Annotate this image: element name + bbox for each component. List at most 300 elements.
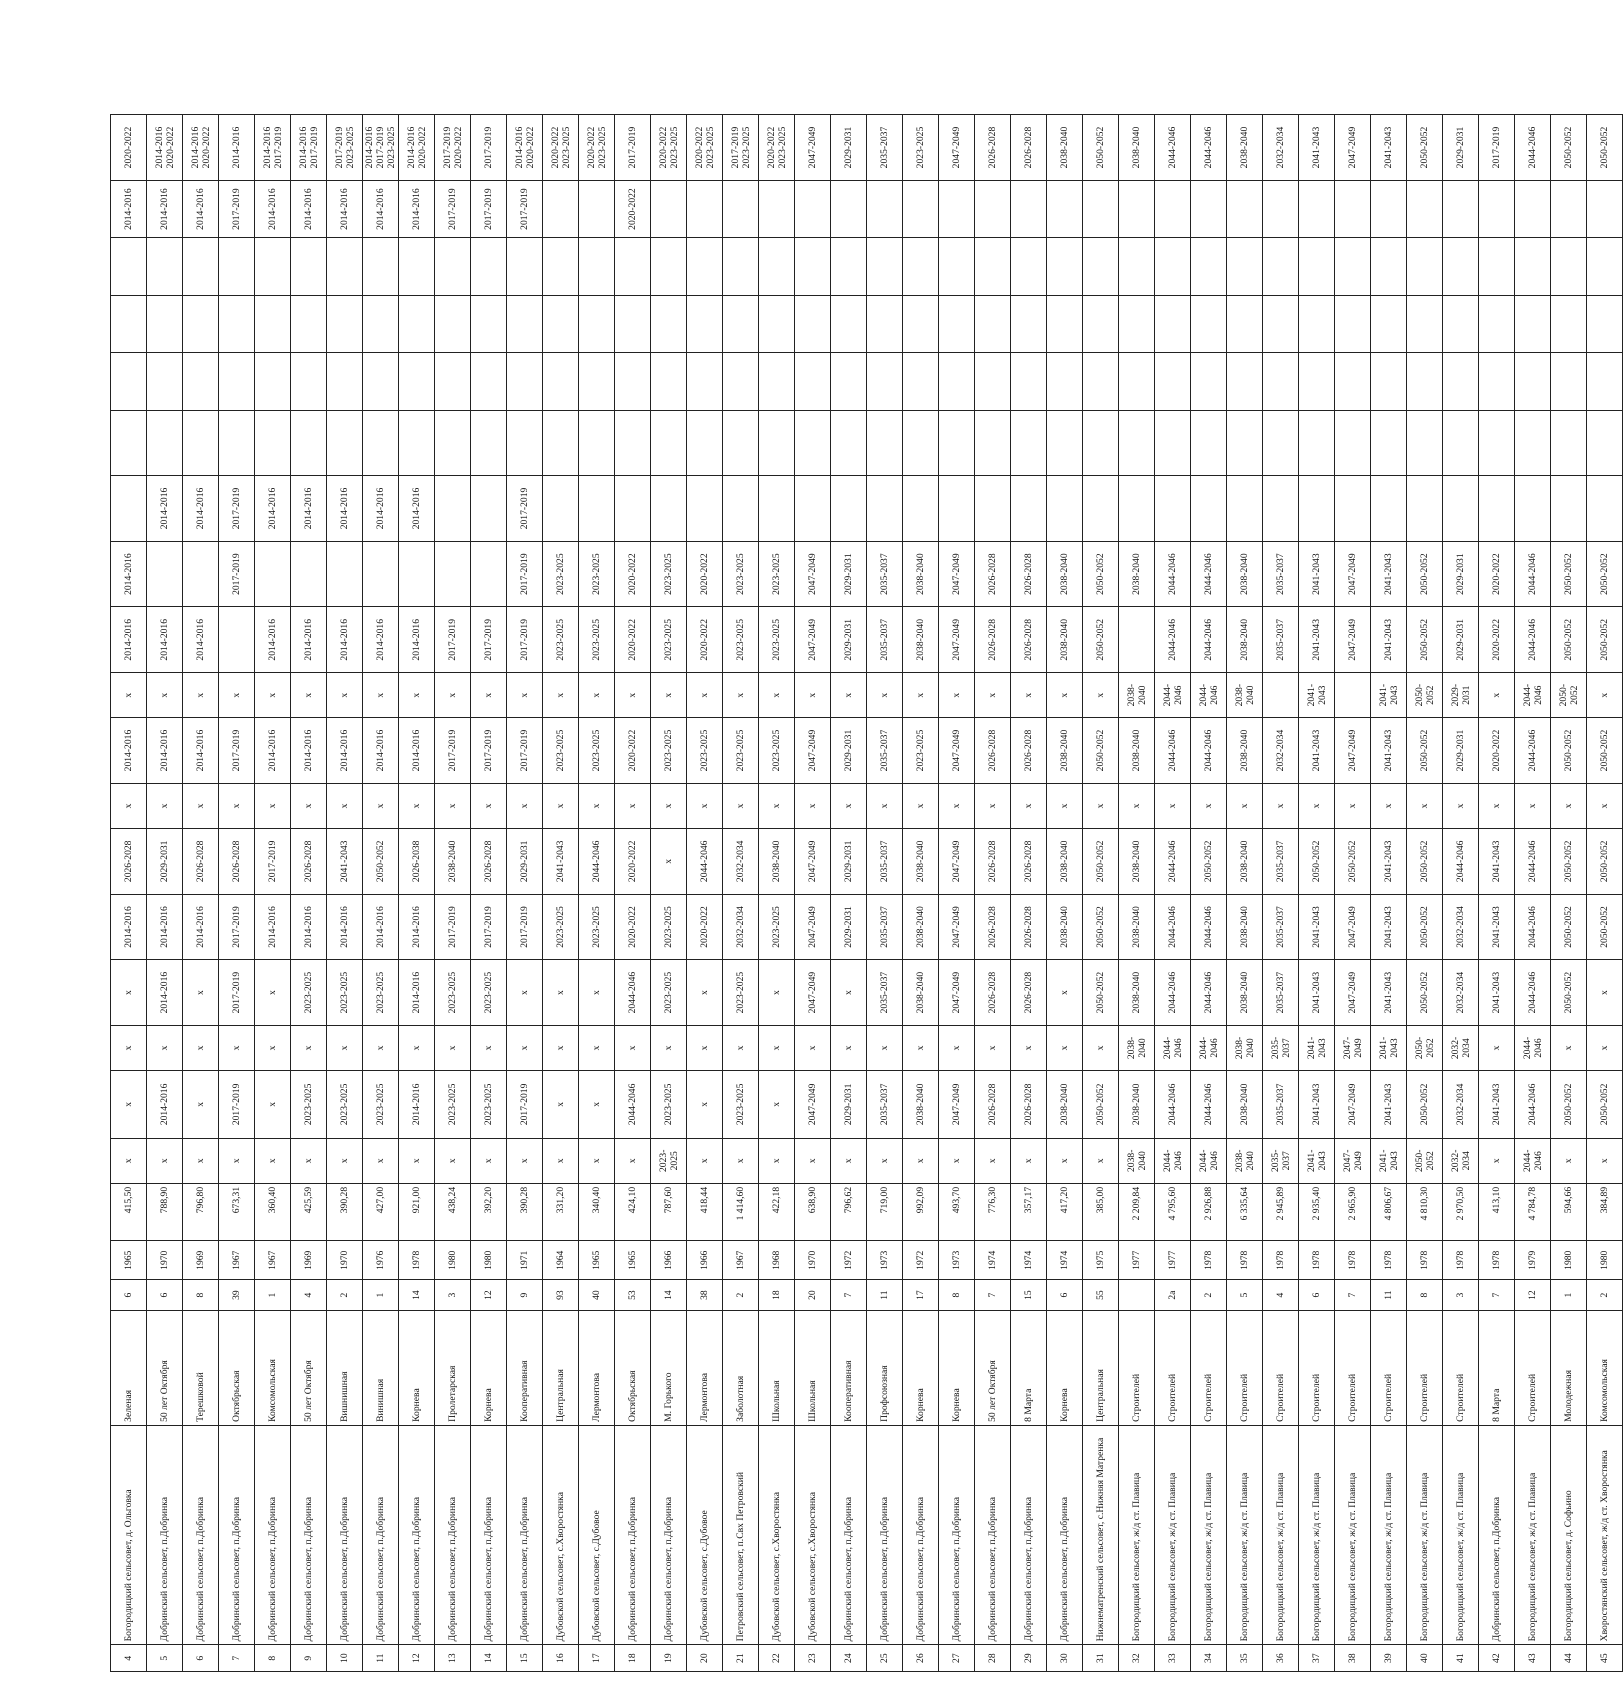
schedule-period-cell: 2017-2019 xyxy=(435,718,471,784)
schedule-period-cell: x xyxy=(831,1025,867,1070)
schedule-period-cell: 2050-2052 xyxy=(1551,541,1587,607)
schedule-period-cell: 2044-2046 xyxy=(1155,828,1191,894)
area-cell: 357,17 xyxy=(1011,1183,1047,1240)
schedule-period-cell xyxy=(1047,180,1083,237)
schedule-period-cell: 2044-2046 xyxy=(1191,1025,1227,1070)
year-built-cell: 1980 xyxy=(1587,1241,1623,1280)
schedule-period-cell xyxy=(1479,410,1515,476)
schedule-period-cell: 2023-2025 xyxy=(435,1071,471,1139)
schedule-period-cell xyxy=(1335,295,1371,352)
house-number-cell: 14 xyxy=(651,1280,687,1311)
schedule-period-cell xyxy=(507,238,543,295)
schedule-period-cell xyxy=(1407,410,1443,476)
schedule-period-cell: 2050-2052 xyxy=(1083,607,1119,673)
schedule-period-cell: 2041-2043 xyxy=(1299,894,1335,960)
schedule-period-cell: 2026-2028 xyxy=(1011,718,1047,784)
street-cell: 50 лет Октября xyxy=(975,1311,1011,1426)
schedule-period-cell: 2047-2049 xyxy=(1335,1025,1371,1070)
schedule-period-cell: x xyxy=(291,1025,327,1070)
schedule-period-cell xyxy=(1299,295,1335,352)
schedule-period-cell xyxy=(831,295,867,352)
schedule-period-cell: 2029-2031 xyxy=(831,1071,867,1139)
schedule-period-cell: 2017-2019 xyxy=(471,718,507,784)
schedule-period-cell: x xyxy=(435,1025,471,1070)
row-number-cell: 9 xyxy=(291,1645,327,1672)
year-built-cell: 1978 xyxy=(1299,1241,1335,1280)
schedule-period-cell: x xyxy=(1479,673,1515,718)
year-built-cell: 1975 xyxy=(1083,1241,1119,1280)
schedule-period-cell xyxy=(1407,180,1443,237)
schedule-period-cell: 2026-2028 xyxy=(975,894,1011,960)
schedule-period-cell: x xyxy=(831,673,867,718)
schedule-period-cell xyxy=(219,295,255,352)
schedule-period-cell: 2044-2046 xyxy=(579,828,615,894)
area-cell: 638,90 xyxy=(795,1183,831,1240)
house-number-cell: 5 xyxy=(1227,1280,1263,1311)
area-cell: 360,40 xyxy=(255,1183,291,1240)
schedule-period-cell xyxy=(615,410,651,476)
schedule-period-cell: 2041-2043 xyxy=(1299,1025,1335,1070)
schedule-period-cell: x xyxy=(759,783,795,828)
schedule-period-cell: 2014-2016 xyxy=(255,607,291,673)
schedule-period-cell: 2029-2031 xyxy=(1443,673,1479,718)
schedule-period-cell xyxy=(975,238,1011,295)
schedule-period-cell xyxy=(1371,410,1407,476)
schedule-period-cell: 2050-2052 xyxy=(1407,541,1443,607)
schedule-period-cell xyxy=(903,410,939,476)
schedule-period-cell: 2044-2046 xyxy=(1155,718,1191,784)
schedule-period-cell xyxy=(1515,238,1551,295)
schedule-period-cell: 2023-2025 xyxy=(651,607,687,673)
schedule-period-cell xyxy=(651,180,687,237)
schedule-period-cell: 2050-2052 xyxy=(1407,607,1443,673)
settlement-cell: Добринский сельсовет, п.Добринка xyxy=(507,1425,543,1644)
row-number-cell: 33 xyxy=(1155,1645,1191,1672)
schedule-period-cell xyxy=(363,410,399,476)
schedule-period-cell xyxy=(1443,410,1479,476)
street-cell: Строителей xyxy=(1443,1311,1479,1426)
schedule-period-cell: 2014-2016 xyxy=(183,894,219,960)
schedule-period-cell: x xyxy=(327,1138,363,1183)
schedule-period-cell xyxy=(543,180,579,237)
schedule-period-cell: 2050-2052 xyxy=(1299,828,1335,894)
schedule-period-cell: x xyxy=(723,1138,759,1183)
schedule-period-cell xyxy=(579,180,615,237)
schedule-period-cell: x xyxy=(183,1071,219,1139)
schedule-period-cell xyxy=(1479,180,1515,237)
schedule-period-cell: 2047-2049 xyxy=(795,115,831,181)
schedule-period-cell xyxy=(1299,238,1335,295)
schedule-period-cell: 2050-2052 xyxy=(1083,718,1119,784)
schedule-period-cell: 2041-2043 xyxy=(1371,1025,1407,1070)
schedule-period-cell: x xyxy=(111,1071,147,1139)
table-row xyxy=(147,33,183,1672)
schedule-period-cell: 2038-2040 xyxy=(1119,960,1155,1026)
schedule-period-cell xyxy=(795,238,831,295)
schedule-period-cell: x xyxy=(1479,1025,1515,1070)
schedule-period-cell: 2044-2046 xyxy=(1191,718,1227,784)
schedule-period-cell xyxy=(435,353,471,410)
settlement-cell: Добринский сельсовет, п.Добринка xyxy=(975,1425,1011,1644)
schedule-period-cell xyxy=(975,180,1011,237)
schedule-period-cell xyxy=(543,476,579,542)
schedule-period-cell: x xyxy=(1371,783,1407,828)
schedule-period-cell: x xyxy=(183,1138,219,1183)
row-number-cell: 10 xyxy=(327,1645,363,1672)
schedule-period-cell: x xyxy=(795,783,831,828)
street-cell: Октябрьская xyxy=(219,1311,255,1426)
schedule-period-cell: 2050-2052 xyxy=(1587,828,1623,894)
schedule-period-cell: x xyxy=(615,1138,651,1183)
house-number-cell: 93 xyxy=(543,1280,579,1311)
street-cell: Строителей xyxy=(1335,1311,1371,1426)
schedule-period-cell: 2017-2019 xyxy=(471,894,507,960)
row-number-cell: 26 xyxy=(903,1645,939,1672)
house-number-cell: 55 xyxy=(1083,1280,1119,1311)
schedule-period-cell xyxy=(111,476,147,542)
street-cell: Строителей xyxy=(1119,1311,1155,1426)
table-row xyxy=(831,33,867,1672)
schedule-period-cell: 2041-2043 xyxy=(1371,894,1407,960)
house-number-cell: 38 xyxy=(687,1280,723,1311)
house-number-cell: 2 xyxy=(1587,1280,1623,1311)
schedule-period-cell: 2017-2019 2020-2022 xyxy=(435,115,471,181)
year-built-cell: 1965 xyxy=(579,1241,615,1280)
schedule-period-cell: 2023-2025 xyxy=(327,1071,363,1139)
row-number-cell: 22 xyxy=(759,1645,795,1672)
schedule-period-cell: 2020-2022 2023-2025 xyxy=(579,115,615,181)
schedule-period-cell: 2023-2025 xyxy=(579,541,615,607)
area-cell: 4 795,60 xyxy=(1155,1183,1191,1240)
settlement-cell: Добринский сельсовет, п.Добринка xyxy=(831,1425,867,1644)
schedule-period-cell: 2044-2046 xyxy=(1515,541,1551,607)
area-cell: 2 965,90 xyxy=(1335,1183,1371,1240)
schedule-period-cell xyxy=(867,476,903,542)
schedule-period-cell xyxy=(1587,180,1623,237)
row-number-cell: 19 xyxy=(651,1645,687,1672)
schedule-period-cell: 2014-2016 xyxy=(111,894,147,960)
row-number-cell: 8 xyxy=(255,1645,291,1672)
schedule-period-cell: 2038-2040 xyxy=(1047,1071,1083,1139)
schedule-period-cell xyxy=(903,476,939,542)
schedule-period-cell: 2014-2016 xyxy=(183,476,219,542)
year-built-cell: 1970 xyxy=(147,1241,183,1280)
schedule-period-cell xyxy=(975,476,1011,542)
schedule-period-cell xyxy=(1299,476,1335,542)
schedule-period-cell: 2014-2016 xyxy=(147,960,183,1026)
schedule-period-cell: x xyxy=(651,673,687,718)
schedule-period-cell: 2014-2016 2020-2022 xyxy=(399,115,435,181)
street-cell: Корнева xyxy=(399,1311,435,1426)
house-number-cell: 6 xyxy=(111,1280,147,1311)
schedule-period-cell: 2014-2016 xyxy=(183,180,219,237)
schedule-period-cell: 2041-2043 xyxy=(1371,1138,1407,1183)
schedule-period-cell xyxy=(1155,295,1191,352)
schedule-period-cell: 2020-2022 xyxy=(615,828,651,894)
schedule-period-cell: 2044-2046 xyxy=(1155,1025,1191,1070)
schedule-period-cell: 2017-2019 xyxy=(219,718,255,784)
row-number-cell: 44 xyxy=(1551,1645,1587,1672)
area-cell: 385,00 xyxy=(1083,1183,1119,1240)
row-number-cell: 38 xyxy=(1335,1645,1371,1672)
schedule-period-cell xyxy=(1011,295,1047,352)
schedule-period-cell: 2047-2049 xyxy=(939,960,975,1026)
schedule-period-cell: 2041-2043 xyxy=(1371,718,1407,784)
schedule-period-cell: 2029-2031 xyxy=(1443,607,1479,673)
schedule-period-cell: x xyxy=(1011,1138,1047,1183)
settlement-cell: Добринский сельсовет, п.Добринка xyxy=(1047,1425,1083,1644)
street-cell: Терешковой xyxy=(183,1311,219,1426)
schedule-period-cell xyxy=(1587,295,1623,352)
row-number-cell: 25 xyxy=(867,1645,903,1672)
area-cell: 719,00 xyxy=(867,1183,903,1240)
schedule-period-cell xyxy=(579,476,615,542)
schedule-period-cell: 2026-2028 xyxy=(1011,607,1047,673)
schedule-period-cell xyxy=(1119,476,1155,542)
schedule-period-cell: x xyxy=(1191,783,1227,828)
schedule-period-cell xyxy=(1479,238,1515,295)
schedule-period-cell: 2023-2025 xyxy=(903,115,939,181)
schedule-period-cell: 2050-2052 xyxy=(1083,541,1119,607)
schedule-period-cell xyxy=(471,476,507,542)
schedule-period-cell xyxy=(1407,353,1443,410)
schedule-period-cell: 2029-2031 xyxy=(831,115,867,181)
schedule-period-cell xyxy=(507,353,543,410)
schedule-period-cell: 2017-2019 xyxy=(471,115,507,181)
area-cell: 390,28 xyxy=(327,1183,363,1240)
schedule-period-cell: 2041-2043 xyxy=(1479,960,1515,1026)
schedule-period-cell: x xyxy=(939,1025,975,1070)
schedule-period-cell: 2038-2040 xyxy=(903,607,939,673)
schedule-period-cell: 2023-2025 xyxy=(291,1071,327,1139)
schedule-period-cell: x xyxy=(651,1025,687,1070)
schedule-period-cell: x xyxy=(1011,1025,1047,1070)
schedule-period-cell xyxy=(543,238,579,295)
table-row xyxy=(1119,33,1155,1672)
schedule-period-cell: 2023-2025 xyxy=(579,607,615,673)
schedule-period-cell: 2032-2034 xyxy=(723,894,759,960)
schedule-period-cell: 2038-2040 xyxy=(1227,828,1263,894)
table-row xyxy=(1083,33,1119,1672)
area-cell: 4 784,78 xyxy=(1515,1183,1551,1240)
schedule-period-cell: x xyxy=(255,783,291,828)
schedule-period-cell: 2026-2028 xyxy=(975,1071,1011,1139)
street-cell: 8 Марта xyxy=(1479,1311,1515,1426)
schedule-period-cell: 2026-2028 xyxy=(1011,541,1047,607)
schedule-period-cell: x xyxy=(111,960,147,1026)
schedule-period-cell: 2038-2040 xyxy=(1119,894,1155,960)
schedule-period-cell xyxy=(1335,673,1371,718)
schedule-period-cell: 2050-2052 xyxy=(1083,894,1119,960)
schedule-period-cell: 2041-2043 xyxy=(1299,960,1335,1026)
schedule-period-cell: 2023-2025 xyxy=(723,607,759,673)
area-cell: 331,20 xyxy=(543,1183,579,1240)
schedule-period-cell xyxy=(435,295,471,352)
schedule-period-cell: 2023-2025 xyxy=(687,718,723,784)
year-built-cell: 1976 xyxy=(363,1241,399,1280)
area-cell: 384,89 xyxy=(1587,1183,1623,1240)
street-cell: Центральная xyxy=(543,1311,579,1426)
street-cell: Лермонтова xyxy=(579,1311,615,1426)
area-cell: 921,00 xyxy=(399,1183,435,1240)
schedule-period-cell: x xyxy=(939,783,975,828)
schedule-period-cell: 2047-2049 xyxy=(795,607,831,673)
schedule-period-cell: 2017-2019 xyxy=(507,607,543,673)
area-cell: 340,40 xyxy=(579,1183,615,1240)
table-row xyxy=(1011,33,1047,1672)
schedule-period-cell: 2023-2025 xyxy=(543,894,579,960)
table-row xyxy=(723,33,759,1672)
schedule-period-cell: 2032-2034 xyxy=(1443,960,1479,1026)
schedule-period-cell: x xyxy=(435,783,471,828)
street-cell: Центральная xyxy=(1083,1311,1119,1426)
table-row xyxy=(183,33,219,1672)
schedule-period-cell: 2041-2043 xyxy=(1371,607,1407,673)
schedule-period-cell: 2014-2016 xyxy=(111,607,147,673)
schedule-period-cell: x xyxy=(363,673,399,718)
area-cell: 417,20 xyxy=(1047,1183,1083,1240)
settlement-cell: Добринский сельсовет, п.Добринка xyxy=(255,1425,291,1644)
schedule-period-cell: 2050-2052 xyxy=(1191,828,1227,894)
schedule-period-cell xyxy=(1191,353,1227,410)
year-built-cell: 1969 xyxy=(291,1241,327,1280)
schedule-period-cell: 2017-2019 xyxy=(507,894,543,960)
row-number-cell: 32 xyxy=(1119,1645,1155,1672)
row-number-cell: 4 xyxy=(111,1645,147,1672)
schedule-period-cell: 2026-2028 xyxy=(291,828,327,894)
schedule-period-cell xyxy=(1335,238,1371,295)
year-built-cell: 1978 xyxy=(1335,1241,1371,1280)
schedule-period-cell xyxy=(327,541,363,607)
schedule-period-cell: 2020-2022 xyxy=(687,607,723,673)
schedule-period-cell: 2035-2037 xyxy=(867,115,903,181)
street-cell: Строителей xyxy=(1299,1311,1335,1426)
schedule-period-cell xyxy=(723,410,759,476)
table-row xyxy=(1047,33,1083,1672)
settlement-cell: Добринский сельсовет, п.Добринка xyxy=(471,1425,507,1644)
schedule-period-cell: 2038-2040 xyxy=(1227,718,1263,784)
settlement-cell: Добринский сельсовет, п.Добринка xyxy=(219,1425,255,1644)
schedule-period-cell xyxy=(219,410,255,476)
schedule-period-cell: 2017-2019 xyxy=(219,476,255,542)
schedule-period-cell: 2035-2037 xyxy=(867,894,903,960)
schedule-period-cell: x xyxy=(1047,1138,1083,1183)
row-number-cell: 18 xyxy=(615,1645,651,1672)
schedule-period-cell xyxy=(831,410,867,476)
street-cell: Вишнишная xyxy=(327,1311,363,1426)
schedule-period-cell xyxy=(255,295,291,352)
year-built-cell: 1972 xyxy=(831,1241,867,1280)
schedule-period-cell: 2014-2016 xyxy=(291,894,327,960)
house-number-cell: 4 xyxy=(291,1280,327,1311)
schedule-period-cell xyxy=(1263,180,1299,237)
table-row xyxy=(795,33,831,1672)
row-number-cell: 7 xyxy=(219,1645,255,1672)
table-row xyxy=(1371,33,1407,1672)
schedule-period-cell xyxy=(723,476,759,542)
schedule-period-cell xyxy=(1011,238,1047,295)
schedule-period-cell xyxy=(327,410,363,476)
street-cell: Комсомольская xyxy=(255,1311,291,1426)
schedule-period-cell: 2038-2040 xyxy=(1119,828,1155,894)
schedule-period-cell: x xyxy=(183,673,219,718)
schedule-period-cell xyxy=(1299,353,1335,410)
schedule-period-cell: x xyxy=(1047,1025,1083,1070)
schedule-period-cell: x xyxy=(471,783,507,828)
schedule-period-cell: 2026-2028 xyxy=(183,828,219,894)
schedule-period-cell xyxy=(1335,353,1371,410)
schedule-period-cell: 2044-2046 xyxy=(687,828,723,894)
schedule-period-cell xyxy=(543,295,579,352)
schedule-period-cell: 2020-2022 xyxy=(615,541,651,607)
schedule-period-cell: x xyxy=(1587,1025,1623,1070)
schedule-period-cell: 2014-2016 2020-2022 xyxy=(183,115,219,181)
schedule-period-cell: x xyxy=(183,960,219,1026)
schedule-period-cell: 2017-2019 xyxy=(507,718,543,784)
schedule-period-cell: 2050-2052 xyxy=(1407,1138,1443,1183)
schedule-period-cell xyxy=(1515,180,1551,237)
schedule-period-cell: x xyxy=(1047,960,1083,1026)
schedule-period-cell: 2047-2049 xyxy=(939,1071,975,1139)
schedule-period-cell: 2038-2040 xyxy=(903,828,939,894)
table-row xyxy=(1443,33,1479,1672)
schedule-period-cell: 2050-2052 xyxy=(1587,607,1623,673)
schedule-period-cell: 2044-2046 xyxy=(1515,1138,1551,1183)
schedule-period-cell xyxy=(1263,410,1299,476)
year-built-cell: 1978 xyxy=(1191,1241,1227,1280)
row-number-cell: 34 xyxy=(1191,1645,1227,1672)
schedule-period-cell: 2041-2043 xyxy=(1299,1138,1335,1183)
schedule-period-cell: 2047-2049 xyxy=(1335,1071,1371,1139)
schedule-period-cell: 2014-2016 xyxy=(219,115,255,181)
schedule-period-cell: 2014-2016 xyxy=(255,476,291,542)
schedule-period-cell: 2017-2019 xyxy=(435,607,471,673)
schedule-period-cell: 2044-2046 xyxy=(1191,894,1227,960)
area-cell: 438,24 xyxy=(435,1183,471,1240)
schedule-period-cell xyxy=(1083,410,1119,476)
schedule-period-cell: 2050-2052 xyxy=(1083,1071,1119,1139)
table-row xyxy=(1551,33,1587,1672)
house-number-cell: 12 xyxy=(1515,1280,1551,1311)
schedule-period-cell: 2050-2052 xyxy=(1587,894,1623,960)
schedule-period-cell: x xyxy=(831,960,867,1026)
schedule-period-cell xyxy=(147,410,183,476)
year-built-cell: 1980 xyxy=(1551,1241,1587,1280)
schedule-period-cell: x xyxy=(579,1138,615,1183)
schedule-period-cell xyxy=(435,541,471,607)
year-built-cell: 1980 xyxy=(471,1241,507,1280)
table-row xyxy=(651,33,687,1672)
schedule-period-cell: 2044-2046 xyxy=(615,960,651,1026)
street-cell: 8 Марта xyxy=(1011,1311,1047,1426)
schedule-period-cell xyxy=(1515,410,1551,476)
table-row xyxy=(1407,33,1443,1672)
year-built-cell: 1973 xyxy=(939,1241,975,1280)
house-number-cell: 12 xyxy=(471,1280,507,1311)
schedule-period-cell: 2044-2046 xyxy=(1515,115,1551,181)
schedule-period-cell xyxy=(471,353,507,410)
schedule-period-cell: 2026-2028 xyxy=(111,828,147,894)
schedule-period-cell xyxy=(867,353,903,410)
schedule-period-cell: 2047-2049 xyxy=(1335,541,1371,607)
schedule-period-cell xyxy=(1083,180,1119,237)
schedule-period-cell xyxy=(1119,410,1155,476)
schedule-period-cell: 2014-2016 xyxy=(147,476,183,542)
schedule-period-cell xyxy=(471,410,507,476)
schedule-period-cell: 2014-2016 xyxy=(327,180,363,237)
schedule-period-cell: x xyxy=(255,673,291,718)
schedule-period-cell: 2029-2031 xyxy=(831,718,867,784)
